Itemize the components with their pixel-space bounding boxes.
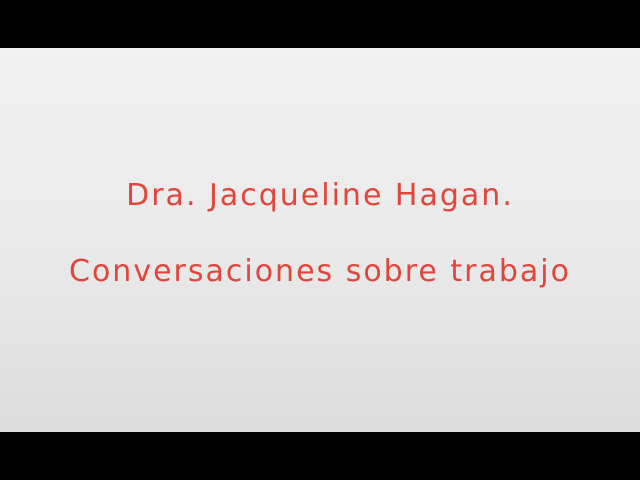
letterbox-top [0, 0, 640, 48]
slide-title-name: Dra. Jacqueline Hagan. [126, 178, 514, 213]
slide-title-subject: Conversaciones sobre trabajo [69, 254, 571, 289]
title-slide [0, 48, 640, 432]
letterbox-bottom [0, 432, 640, 480]
